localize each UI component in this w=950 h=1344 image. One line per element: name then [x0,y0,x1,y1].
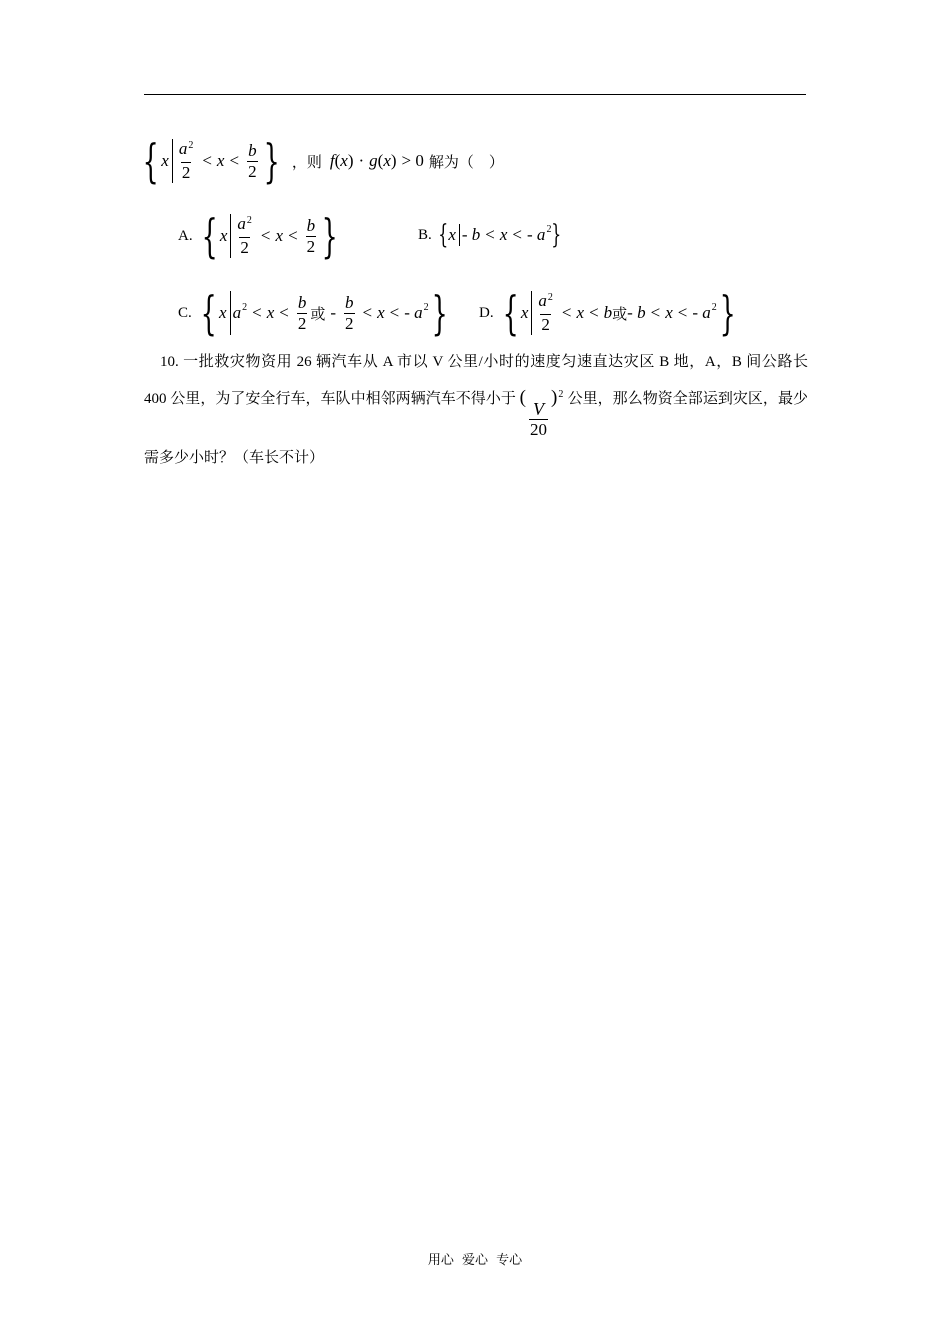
option-d-label: D. [479,304,494,321]
v-over-20-squared: ( $\frac{V}{20}$ )$^2$ [519,387,564,439]
option-c-label: C. [178,304,192,321]
option-c: C. { x a $^2$ < x < $\frac{b}{2}$ 或 - $\frac{b}{2}$ < x < - a $^2$ } [178,286,448,340]
option-a: A. { x $\frac{a^2}{2}$ < x < $\frac{b}{2}$ } [178,209,338,263]
option-b: B. { x - b < x < - a $^2$ } [418,220,562,250]
option-d: D. { x $\frac{a^2}{2}$ < x < b 或 - b < x < - a $^2$ } [479,286,736,340]
question-9-tail: { x $\frac{a^2}{2}$ < x < $\frac{b}{2}$ } ，则 f ( x ) · g ( x ) > 0 解为（ ） [142,134,504,188]
option-b-label: B. [418,226,432,243]
question-10-text-1: 10. 一批救灾物资用 26 辆汽车从 A 市以 V 公里/小时的速度匀速直达灾区 B 地，A，B 间公路长 400 公里，为了安全行车，车队中相邻两辆汽车不得小于 [144,354,808,407]
right-brace: } [263,134,280,188]
footer-slogan: 用心 爱心 专心 [427,1253,523,1268]
question-10-text-2: 公里，那么物资全部运到灾区，最少需多少小时？（车长不计） [144,391,808,466]
var-x: x [161,151,169,170]
left-brace: { [142,134,159,188]
set-bar [172,139,173,183]
fraction-b-over-2: $\frac{b}{2}$ [248,140,257,181]
fraction-a2-over-2: $\frac{a^2}{2}$ [178,139,194,182]
header-rule [144,94,806,95]
option-a-label: A. [178,227,193,244]
question-10 [144,344,808,476]
